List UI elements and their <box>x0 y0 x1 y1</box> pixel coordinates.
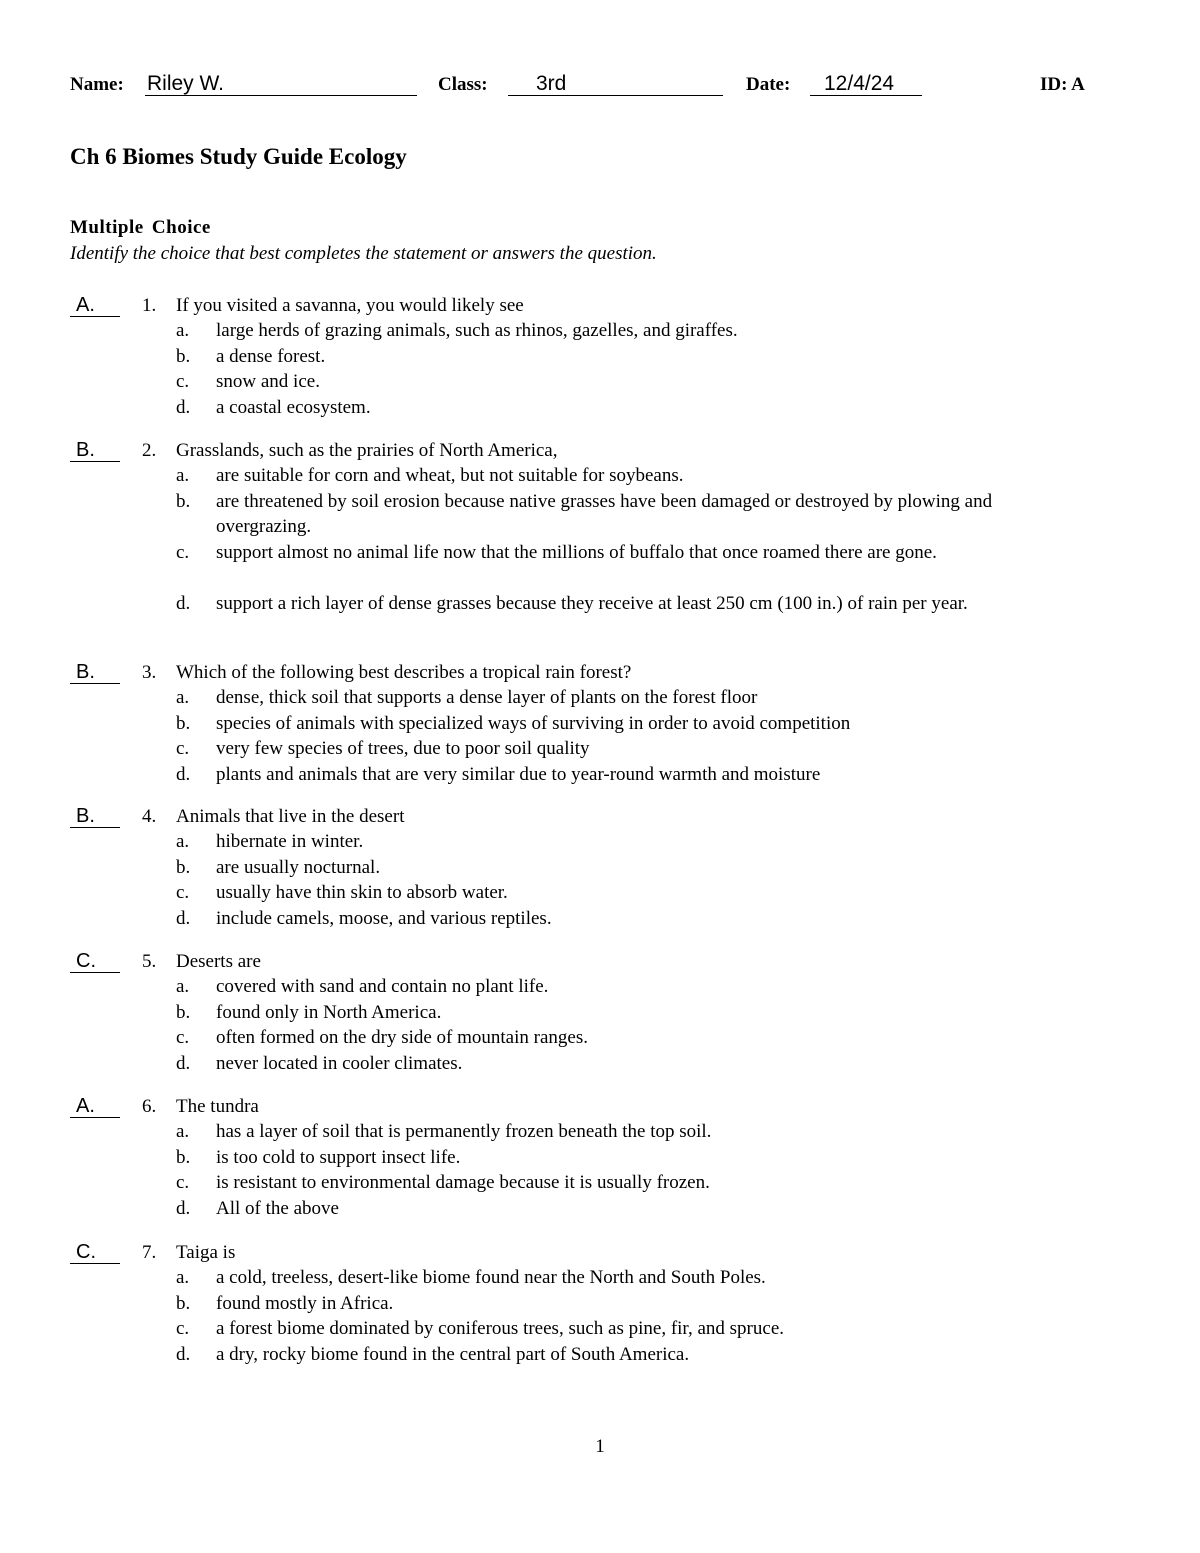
choice-letter: b. <box>176 1146 191 1168</box>
answer-blank[interactable]: A. <box>70 1094 120 1118</box>
choice-letter: c. <box>176 738 190 759</box>
choice-letter: b. <box>176 1001 191 1023</box>
question-stem: Animals that live in the desert <box>176 806 405 827</box>
choice-text: a cold, treeless, desert-like biome found near the North and South Poles. <box>216 1267 766 1288</box>
answer-blank[interactable]: B. <box>70 660 120 684</box>
choice-text: very few species of trees, due to poor soil quality <box>216 738 590 759</box>
choice-text: often formed on the dry side of mountain ranges. <box>216 1027 588 1048</box>
choice-letter: a. <box>176 1121 190 1142</box>
choice-text: hibernate in winter. <box>216 831 364 852</box>
choice-text: a forest biome dominated by coniferous trees, such as pine, fir, and spruce. <box>216 1318 785 1339</box>
choice-letter: d. <box>176 1052 191 1074</box>
choice-letter: b. <box>176 490 191 512</box>
choice-text: never located in cooler climates. <box>216 1052 463 1074</box>
choice-letter: c. <box>176 1027 190 1048</box>
answer-blank[interactable]: B. <box>70 438 120 462</box>
answer-blank[interactable]: C. <box>70 949 120 973</box>
choice-letter: c. <box>176 882 190 903</box>
choice-text: usually have thin skin to absorb water. <box>216 882 508 903</box>
choice-text: is too cold to support insect life. <box>216 1146 461 1168</box>
question-stem: If you visited a savanna, you would likely see <box>176 295 524 316</box>
choice-text: plants and animals that are very similar due to year-round warmth and moisture <box>216 763 821 785</box>
answer-blank[interactable]: C. <box>70 1240 120 1264</box>
name-field[interactable]: Riley W. <box>145 72 417 96</box>
choice-letter: d. <box>176 1343 191 1365</box>
class-label: Class: <box>438 74 488 95</box>
choice-text: are threatened by soil erosion because native grasses have been damaged or destroyed by plowing and overgrazing. <box>216 490 993 537</box>
choice-text: include camels, moose, and various reptiles. <box>216 907 552 929</box>
choice-text: species of animals with specialized ways of surviving in order to avoid competition <box>216 712 851 734</box>
question-stem: Which of the following best describes a tropical rain forest? <box>176 662 632 683</box>
section-instructions: Identify the choice that best completes the statement or answers the question. <box>70 243 657 264</box>
choice-text: large herds of grazing animals, such as rhinos, gazelles, and giraffes. <box>216 320 738 341</box>
question-number: 5. <box>142 951 157 972</box>
name-label: Name: <box>70 74 124 95</box>
choice-text: is resistant to environmental damage because it is usually frozen. <box>216 1172 710 1193</box>
choice-letter: c. <box>176 541 190 563</box>
choice-text: are usually nocturnal. <box>216 856 381 878</box>
page-title: Ch 6 Biomes Study Guide Ecology <box>70 144 407 169</box>
date-label: Date: <box>746 74 791 95</box>
choice-text: has a layer of soil that is permanently frozen beneath the top soil. <box>216 1121 712 1142</box>
question-number: 1. <box>142 295 157 316</box>
choice-text: found mostly in Africa. <box>216 1292 394 1314</box>
question-number: 2. <box>142 440 157 461</box>
page-number: 1 <box>595 1436 605 1457</box>
choice-letter: d. <box>176 396 191 418</box>
id-label: ID: A <box>1040 74 1085 95</box>
choice-letter: c. <box>176 371 190 392</box>
choice-text: a coastal ecosystem. <box>216 396 371 418</box>
choice-text: snow and ice. <box>216 371 320 392</box>
choice-text: a dry, rocky biome found in the central part of South America. <box>216 1343 690 1365</box>
choice-text: support almost no animal life now that the millions of buffalo that once roamed there are gone. <box>216 541 937 563</box>
question-number: 3. <box>142 662 157 683</box>
answer-blank[interactable]: B. <box>70 804 120 828</box>
choice-letter: b. <box>176 856 191 878</box>
choice-letter: d. <box>176 763 191 785</box>
question-stem: Grasslands, such as the prairies of North America, <box>176 440 558 461</box>
date-field[interactable]: 12/4/24 <box>810 72 922 96</box>
choice-letter: a. <box>176 1267 190 1288</box>
choice-letter: a. <box>176 976 190 997</box>
choice-letter: b. <box>176 345 191 367</box>
question-stem: The tundra <box>176 1096 259 1117</box>
choice-letter: b. <box>176 1292 191 1314</box>
choice-letter: a. <box>176 687 190 708</box>
section-heading: Multiple Choice <box>70 217 211 238</box>
choice-letter: a. <box>176 831 190 852</box>
choice-text: found only in North America. <box>216 1001 442 1023</box>
choice-text: support a rich layer of dense grasses because they receive at least 250 cm (100 in.) of rain per year. <box>216 592 968 614</box>
question-number: 6. <box>142 1096 157 1117</box>
choice-letter: d. <box>176 907 191 929</box>
choice-letter: d. <box>176 1197 191 1219</box>
choice-letter: a. <box>176 320 190 341</box>
choice-text: covered with sand and contain no plant life. <box>216 976 549 997</box>
choice-text: a dense forest. <box>216 345 326 367</box>
choice-text: All of the above <box>216 1197 339 1219</box>
question-number: 7. <box>142 1242 157 1263</box>
class-field[interactable]: 3rd <box>508 72 723 96</box>
choice-letter: c. <box>176 1172 190 1193</box>
question-number: 4. <box>142 806 157 827</box>
answer-blank[interactable]: A. <box>70 293 120 317</box>
choice-text: are suitable for corn and wheat, but not suitable for soybeans. <box>216 465 684 486</box>
choice-text: dense, thick soil that supports a dense layer of plants on the forest floor <box>216 687 758 708</box>
question-stem: Deserts are <box>176 951 261 972</box>
question-stem: Taiga is <box>176 1242 236 1263</box>
choice-letter: b. <box>176 712 191 734</box>
choice-letter: d. <box>176 592 191 614</box>
choice-letter: c. <box>176 1318 190 1339</box>
choice-letter: a. <box>176 465 190 486</box>
